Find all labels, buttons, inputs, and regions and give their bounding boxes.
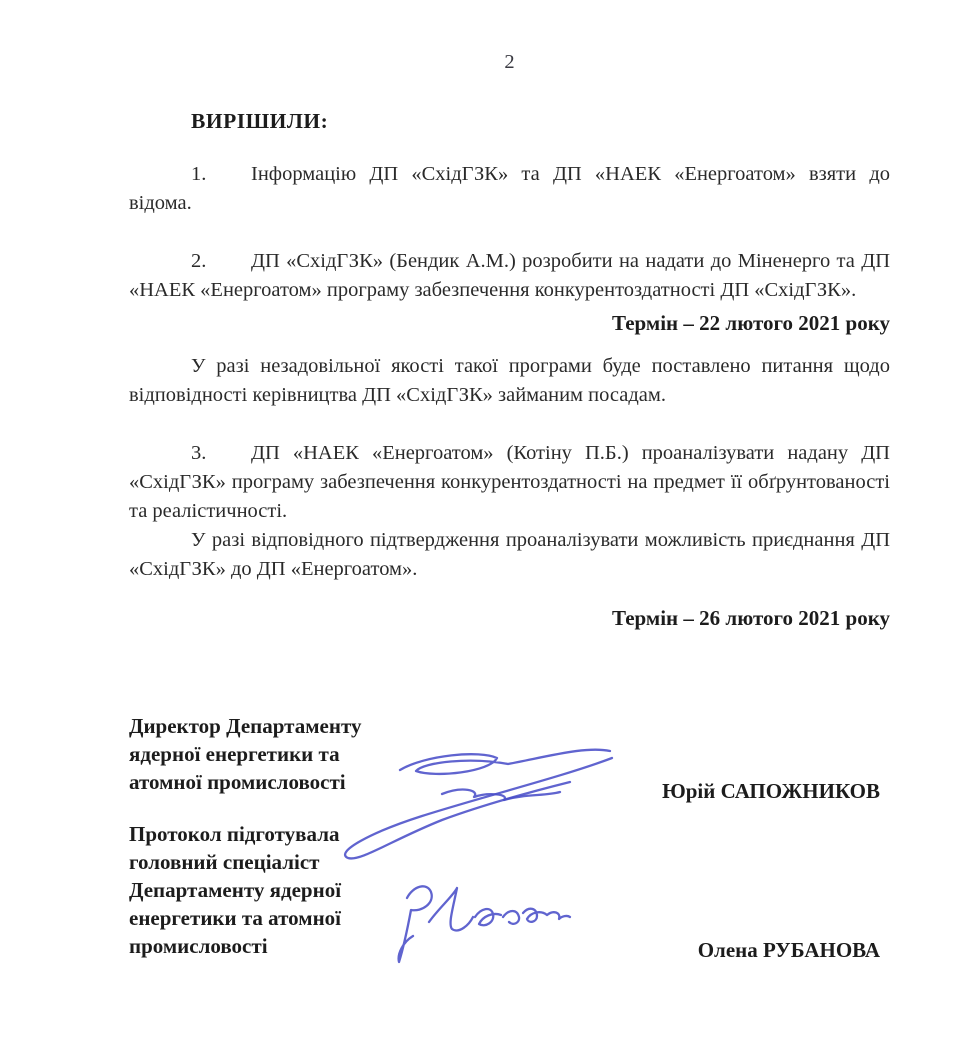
item-text: Інформацію ДП «СхідГЗК» та ДП «НАЕК «Енергоатом» взяти до відома. <box>129 163 890 214</box>
director-title-line: атомної промисловості <box>129 770 346 794</box>
preparer-name: Олена РУБАНОВА <box>697 938 880 962</box>
preparer-title-line: енергетики та атомної <box>129 906 342 930</box>
deadline-line-1: Термін – 22 лютого 2021 року <box>612 311 890 335</box>
document-body <box>129 48 890 633</box>
preparer-signature-ink <box>393 868 573 968</box>
note-paragraph-2: У разі відповідного підтвердження проаналізувати можливість приєднання ДП «СхідГЗК» до ДП «Енергоатом». <box>129 529 890 580</box>
resolution-item-3 <box>129 439 890 526</box>
preparer-title-line: Департаменту ядерної <box>129 878 342 902</box>
resolution-item-1 <box>129 160 890 218</box>
preparer-title-line: промисловості <box>129 934 268 958</box>
item-number: 3. <box>191 442 207 464</box>
preparer-title-line: Протокол підготувала <box>129 822 340 846</box>
director-title <box>129 712 361 796</box>
item-text: ДП «НАЕК «Енергоатом» (Котіну П.Б.) проаналізувати надану ДП «СхідГЗК» програму забезпечення конкурентоздатності на предмет її обґрунтованості та реалістичності. <box>129 442 890 522</box>
item-text: ДП «СхідГЗК» (Бендик А.М.) розробити на надати до Міненерго та ДП «НАЕК «Енергоатом» програму забезпечення конкурентоздатності ДП «СхідГЗК». <box>129 250 890 301</box>
note-paragraph-1: У разі незадовільної якості такої програми буде поставлено питання щодо відповідності керівництва ДП «СхідГЗК» займаним посадам. <box>129 355 890 406</box>
item-number: 2. <box>191 250 207 272</box>
director-title-line: Директор Департаменту <box>129 714 362 738</box>
page-number: 2 <box>504 51 515 73</box>
deadline-line-2: Термін – 26 лютого 2021 року <box>612 606 890 630</box>
preparer-title-line: головний спеціаліст <box>129 850 320 874</box>
decision-heading: ВИРІШИЛИ: <box>191 109 329 133</box>
director-signature-ink <box>330 722 620 862</box>
resolution-item-2 <box>129 247 890 305</box>
item-number: 1. <box>191 163 207 185</box>
director-title-line: ядерної енергетики та <box>129 742 340 766</box>
preparer-title <box>129 820 341 960</box>
director-name: Юрій САПОЖНИКОВ <box>662 779 880 803</box>
